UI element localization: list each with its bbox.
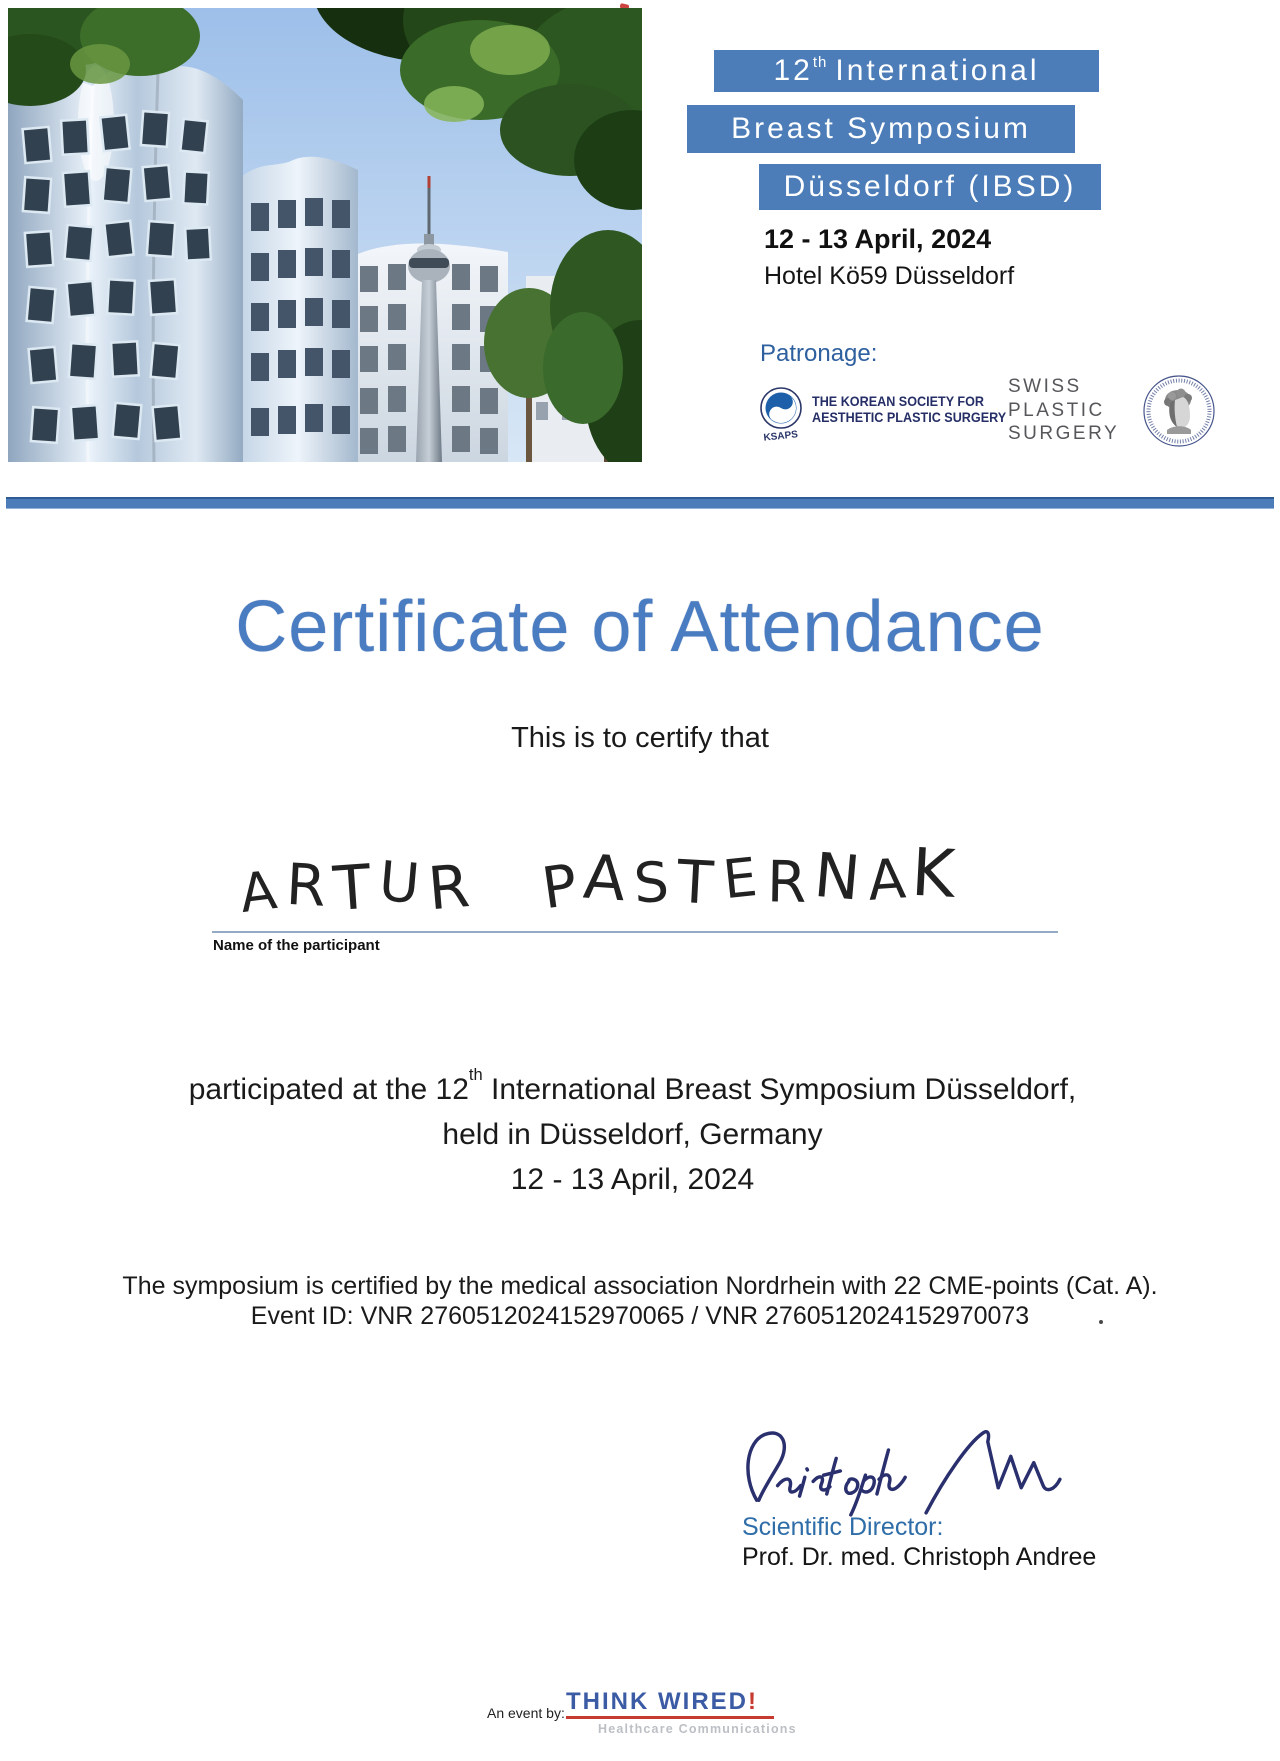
- patronage-label: Patronage:: [760, 340, 878, 367]
- banner-line-1: [714, 50, 1099, 92]
- center-building: [238, 157, 358, 462]
- gehry-tower: [8, 65, 243, 462]
- participation-paragraph: [10, 1061, 1255, 1202]
- certificate-title: Certificate of Attendance: [235, 587, 1045, 667]
- cme-line-1: The symposium is certified by the medical association Nordrhein with 22 CME-points (Cat. A).: [122, 1272, 1158, 1300]
- think-wired-tagline: Healthcare Communications: [598, 1722, 797, 1736]
- cme-line-2: Event ID: VNR 2760512024152970065 / VNR 2760512024152970073: [250, 1302, 1030, 1330]
- think-wired-logo: [566, 1688, 758, 1716]
- swiss-line-3: SURGERY: [1008, 423, 1120, 444]
- plastic-surgery-society-seal: [1141, 372, 1217, 450]
- think-wired-underline: [566, 1716, 774, 1719]
- banner-number: 12: [773, 54, 813, 87]
- participant-name-handwritten: ARTUR PASTERNAK: [236, 834, 968, 926]
- name-of-participant-label: Name of the participant: [213, 937, 380, 954]
- name-underline: [212, 931, 1058, 933]
- banner-line-2: Breast Symposium: [687, 105, 1075, 153]
- scientific-director-label: Scientific Director:: [742, 1513, 944, 1541]
- swiss-line-1: SWISS: [1008, 376, 1082, 397]
- participation-line-1: participated at the 12th International Breast Symposium Düsseldorf,: [188, 1065, 1077, 1106]
- event-date: 12 - 13 April, 2024: [764, 224, 992, 254]
- header-photo: [8, 8, 642, 462]
- ksaps-name-line-2: AESTHETIC PLASTIC SURGERY: [812, 409, 1007, 425]
- scan-artifact-dot: [1099, 1320, 1103, 1324]
- banner-ordinal: th: [812, 53, 828, 71]
- ksaps-logo: [758, 386, 804, 446]
- ksaps-name-line-1: THE KOREAN SOCIETY FOR: [812, 393, 984, 409]
- cme-paragraph: [20, 1271, 1260, 1331]
- swiss-plastic-surgery-logo: [1008, 375, 1119, 446]
- header-rule: [6, 497, 1274, 509]
- think-wired-exclamation: !: [747, 1688, 758, 1715]
- think-wired-wordmark: THINK WIRED: [566, 1688, 748, 1715]
- swiss-line-2: PLASTIC: [1008, 399, 1105, 421]
- signature-handwritten: [740, 1424, 1085, 1519]
- banner-line-1-text: International: [835, 54, 1040, 87]
- scientific-director-name: Prof. Dr. med. Christoph Andree: [742, 1543, 1097, 1571]
- participation-line-2: held in Düsseldorf, Germany: [442, 1118, 823, 1151]
- event-by-label: An event by:: [487, 1705, 565, 1721]
- certify-line: This is to certify that: [511, 722, 769, 754]
- ksaps-acronym: KSAPS: [763, 429, 799, 444]
- ksaps-name: [812, 393, 1006, 425]
- event-venue: Hotel Kö59 Düsseldorf: [764, 262, 1015, 290]
- participation-line-3: 12 - 13 April, 2024: [510, 1163, 755, 1196]
- banner-line-3: Düsseldorf (IBSD): [759, 164, 1101, 210]
